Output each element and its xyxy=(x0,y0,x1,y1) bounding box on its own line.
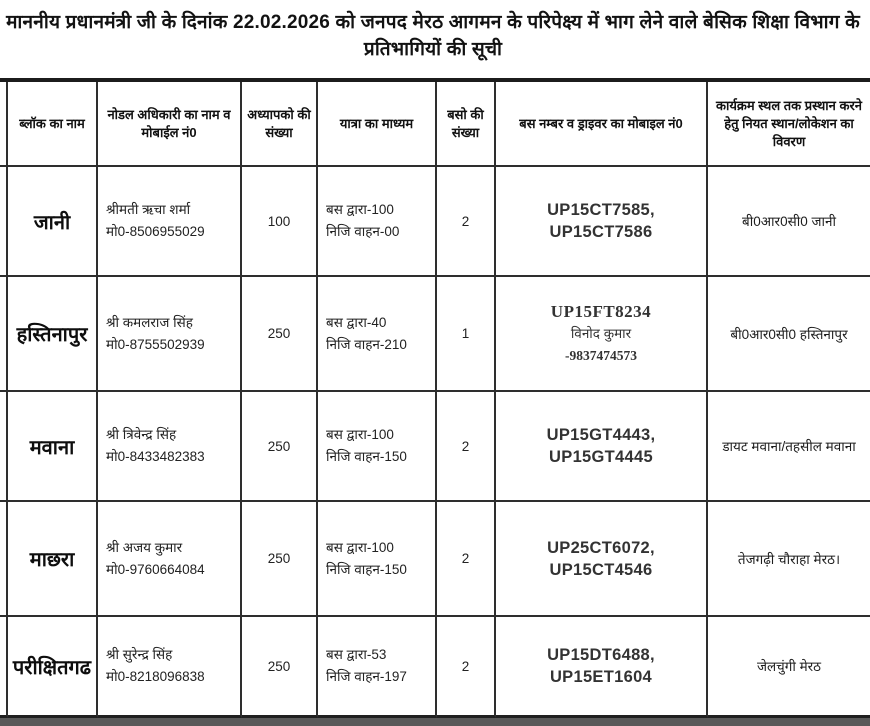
header-location: कार्यक्रम स्थल तक प्रस्थान करने हेतु नियत स्थान/लोकेशन का विवरण xyxy=(708,82,870,167)
departure-location: जेलचुंगी मेरठ xyxy=(708,617,870,718)
departure-location: तेजगढ़ी चौराहा मेरठ। xyxy=(708,502,870,617)
table-row xyxy=(0,617,870,718)
travel-by-bus: बस द्वारा-53 xyxy=(326,647,387,662)
teacher-count: 250 xyxy=(242,277,318,392)
page-title-line1: माननीय प्रधानमंत्री जी के दिनांक 22.02.2026 को जनपद मेरठ आगमन के परिपेक्ष्य में भाग लेने वाले बेसिक शिक्षा विभाग के xyxy=(6,12,860,33)
block-name: जानी xyxy=(8,167,98,277)
nodal-mobile: मो0-9760664084 xyxy=(106,561,205,577)
travel-mode xyxy=(318,617,437,718)
bus-number-line1: UP15DT6488, UP15ET1604 xyxy=(547,646,655,686)
table-row xyxy=(0,392,870,502)
bus-number-line1: UP15FT8234 xyxy=(550,301,652,321)
block-name: परीक्षितगढ xyxy=(8,617,98,718)
bus-numbers xyxy=(496,277,708,392)
nodal-mobile: मो0-8433482383 xyxy=(106,449,205,464)
bus-count: 2 xyxy=(437,502,496,617)
travel-private: निजि वाहन-150 xyxy=(326,449,407,464)
bus-count: 2 xyxy=(437,392,496,502)
teacher-count: 250 xyxy=(242,617,318,718)
table-row xyxy=(0,502,870,617)
block-name: मवाना xyxy=(8,392,98,502)
page-title xyxy=(0,9,870,63)
serial-cell xyxy=(0,392,8,502)
nodal-mobile: मो0-8755502939 xyxy=(106,336,205,352)
bus-count: 2 xyxy=(437,617,496,718)
participants-table xyxy=(0,78,870,718)
travel-by-bus: बस द्वारा-100 xyxy=(326,539,394,555)
teacher-count: 100 xyxy=(242,167,318,277)
header-travel-mode: यात्रा का माध्यम xyxy=(318,82,437,167)
travel-private: निजि वाहन-150 xyxy=(326,561,407,577)
travel-private: निजि वाहन-210 xyxy=(326,336,407,352)
nodal-officer xyxy=(98,277,242,392)
bus-count: 1 xyxy=(437,277,496,392)
nodal-officer xyxy=(98,167,242,277)
bus-numbers xyxy=(496,392,708,502)
nodal-officer xyxy=(98,392,242,502)
travel-mode xyxy=(318,502,437,617)
header-bus-number: बस नम्बर व ड्राइवर का मोबाइल नं0 xyxy=(496,82,708,167)
serial-cell xyxy=(0,617,8,718)
bus-number-line1: UP25CT6072, UP15CT4546 xyxy=(547,538,655,579)
nodal-name: श्री कमलराज सिंह xyxy=(106,314,193,330)
table-row xyxy=(0,167,870,277)
travel-mode xyxy=(318,167,437,277)
header-nodal-officer: नोडल अधिकारी का नाम व मोबाईल नं0 xyxy=(98,82,242,167)
departure-location: बी0आर0सी0 हस्तिनापुर xyxy=(708,277,870,392)
travel-mode xyxy=(318,277,437,392)
driver-name: विनोद कुमार xyxy=(570,325,632,341)
departure-location: डायट मवाना/तहसील मवाना xyxy=(708,392,870,502)
travel-by-bus: बस द्वारा-100 xyxy=(326,427,394,442)
travel-by-bus: बस द्वारा-40 xyxy=(326,314,387,330)
header-teacher-count: अध्यापको की संख्या xyxy=(242,82,318,167)
header-bus-count: बसो की संख्या xyxy=(437,82,496,167)
nodal-name: श्रीमती ऋचा शर्मा xyxy=(106,202,191,217)
departure-location: बी0आर0सी0 जानी xyxy=(708,167,870,277)
bus-number-line1: UP15CT7585, UP15CT7586 xyxy=(547,201,655,241)
nodal-officer xyxy=(98,617,242,718)
nodal-mobile: मो0-8218096838 xyxy=(106,669,205,684)
page-title-line2: प्रतिभागियों की सूची xyxy=(363,39,503,60)
nodal-name: श्री सुरेन्द्र सिंह xyxy=(106,647,173,662)
travel-private: निजि वाहन-00 xyxy=(326,224,400,239)
scan-edge-band xyxy=(0,718,870,726)
bus-number-line1: UP15GT4443, UP15GT4445 xyxy=(546,426,656,466)
travel-mode xyxy=(318,392,437,502)
bus-numbers xyxy=(496,502,708,617)
bus-numbers xyxy=(496,617,708,718)
header-block-name: ब्लॉक का नाम xyxy=(8,82,98,167)
serial-cell xyxy=(0,502,8,617)
nodal-name: श्री अजय कुमार xyxy=(106,539,183,555)
teacher-count: 250 xyxy=(242,392,318,502)
table-header-row xyxy=(0,82,870,167)
bus-numbers xyxy=(496,167,708,277)
travel-private: निजि वाहन-197 xyxy=(326,669,407,684)
nodal-mobile: मो0-8506955029 xyxy=(106,224,205,239)
bus-count: 2 xyxy=(437,167,496,277)
nodal-name: श्री त्रिवेन्द्र सिंह xyxy=(106,427,177,442)
serial-cell xyxy=(0,167,8,277)
nodal-officer xyxy=(98,502,242,617)
teacher-count: 250 xyxy=(242,502,318,617)
block-name: माछरा xyxy=(8,502,98,617)
table-row xyxy=(0,277,870,392)
header-serial-clipped xyxy=(0,82,8,167)
block-name: हस्तिनापुर xyxy=(8,277,98,392)
serial-cell xyxy=(0,277,8,392)
driver-mobile: -9837474573 xyxy=(565,347,637,363)
travel-by-bus: बस द्वारा-100 xyxy=(326,202,394,217)
